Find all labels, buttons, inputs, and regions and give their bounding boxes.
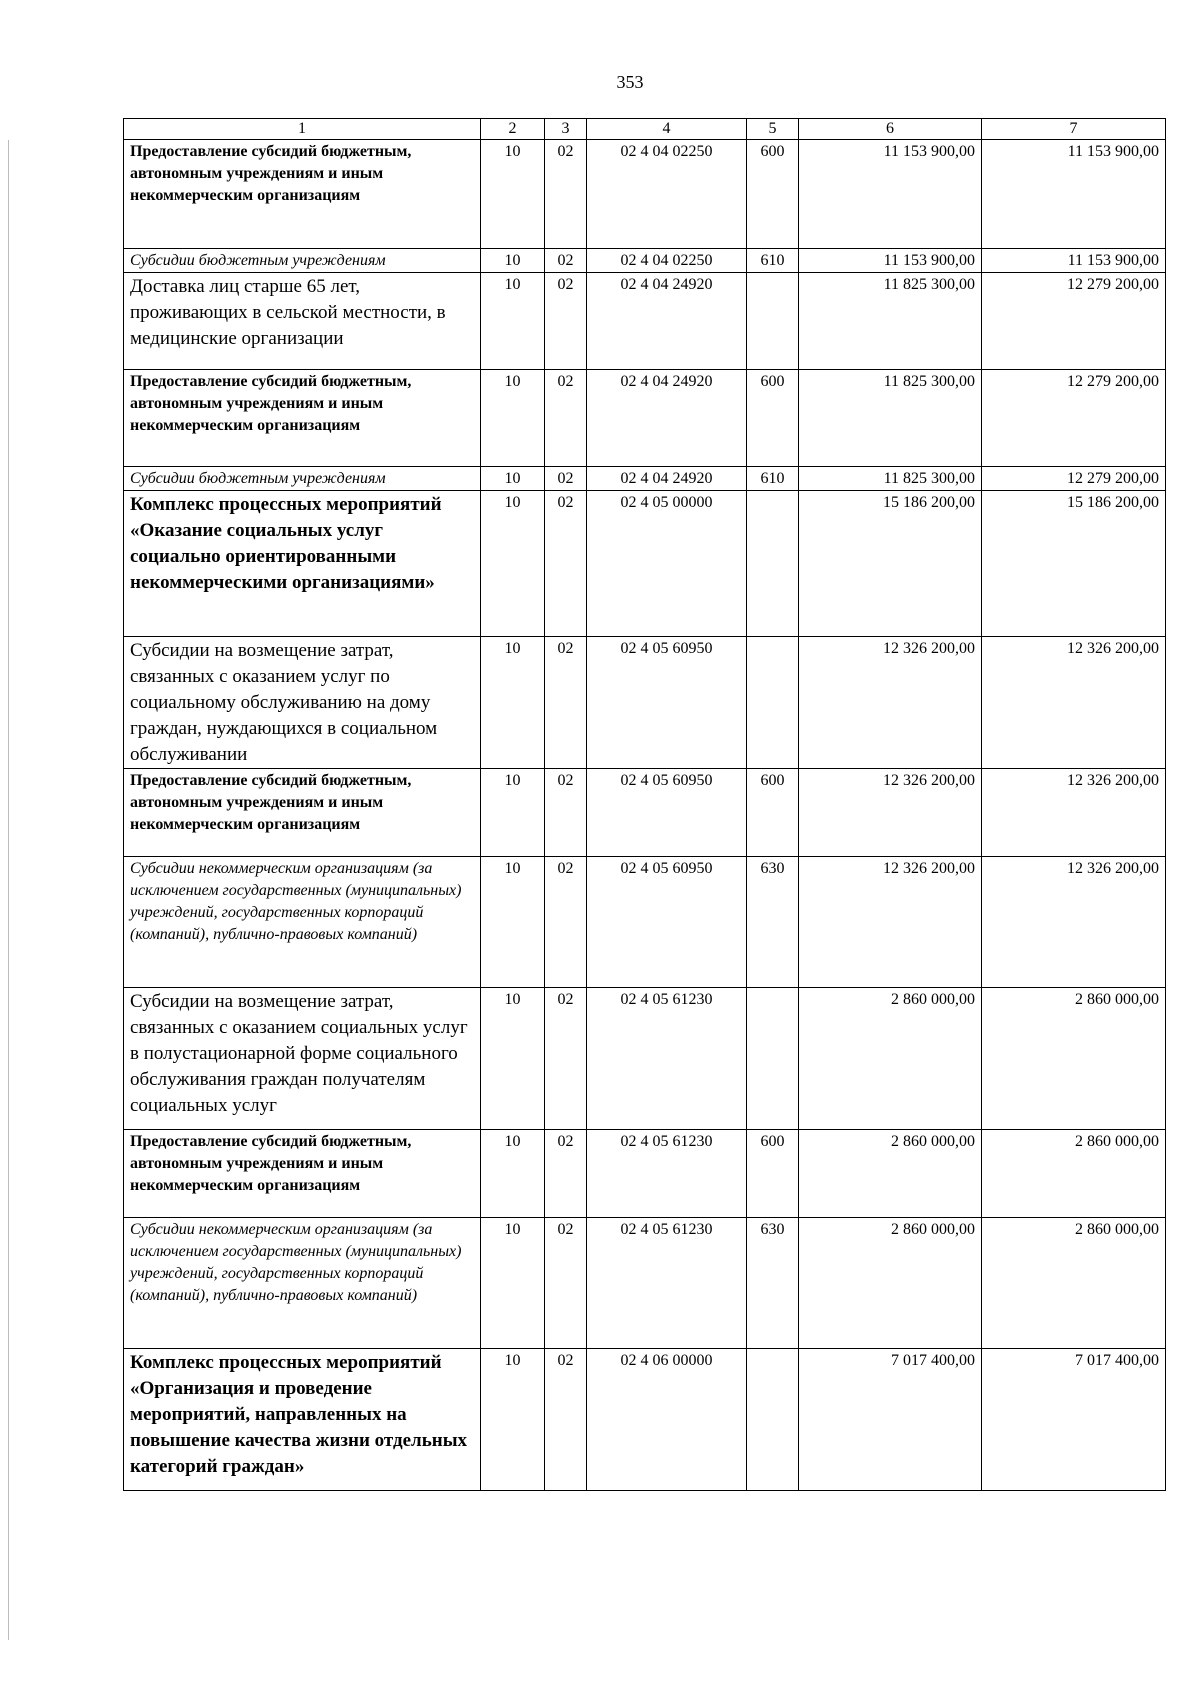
amount-year1-cell: 12 326 200,00 — [799, 857, 982, 988]
row-name-text: Субсидии бюджетным учреждениям — [130, 470, 386, 487]
subsection-code-cell: 02 — [545, 769, 587, 857]
expense-type-code-cell: 610 — [747, 249, 799, 273]
subsection-code-cell: 02 — [545, 370, 587, 467]
row-name-cell — [124, 637, 481, 769]
expense-type-code-cell: 600 — [747, 1130, 799, 1218]
expense-type-code-cell — [747, 491, 799, 637]
amount-year2-cell: 11 153 900,00 — [982, 249, 1166, 273]
section-code-cell: 10 — [481, 140, 545, 249]
amount-year1-cell: 11 825 300,00 — [799, 467, 982, 491]
amount-year2-cell: 2 860 000,00 — [982, 1218, 1166, 1349]
header-cell: 7 — [982, 119, 1166, 140]
target-item-code-cell: 02 4 04 24920 — [587, 467, 747, 491]
row-name-text: Предоставление субсидий бюджетным, автономным учреждениям и иным некоммерческим организациям — [130, 143, 412, 204]
amount-year2-cell: 12 326 200,00 — [982, 637, 1166, 769]
target-item-code-cell: 02 4 05 60950 — [587, 857, 747, 988]
target-item-code-cell: 02 4 06 00000 — [587, 1349, 747, 1491]
row-name-text: Субсидии некоммерческим организациям (за исключением государственных (муниципальных) учреждений, государственных корпораций (компаний), публично-правовых компаний) — [130, 1221, 462, 1304]
table-row — [124, 273, 1166, 370]
amount-year2-cell: 12 326 200,00 — [982, 857, 1166, 988]
subsection-code-cell: 02 — [545, 1218, 587, 1349]
amount-year2-cell: 2 860 000,00 — [982, 1130, 1166, 1218]
amount-year2-cell: 12 326 200,00 — [982, 769, 1166, 857]
section-code-cell: 10 — [481, 1130, 545, 1218]
row-name-text: Субсидии на возмещение затрат, связанных с оказанием услуг по социальному обслуживанию на дому граждан, нуждающихся в социальном обслуживании — [130, 640, 438, 765]
target-item-code-cell: 02 4 04 24920 — [587, 273, 747, 370]
table-row — [124, 491, 1166, 637]
section-code-cell: 10 — [481, 249, 545, 273]
section-code-cell: 10 — [481, 637, 545, 769]
row-name-text: Комплекс процессных мероприятий «Оказание социальных услуг социально ориентированными некоммерческими организациями» — [130, 494, 442, 593]
target-item-code-cell: 02 4 04 24920 — [587, 370, 747, 467]
table-row — [124, 769, 1166, 857]
target-item-code-cell: 02 4 05 61230 — [587, 1218, 747, 1349]
row-name-text: Субсидии некоммерческим организациям (за исключением государственных (муниципальных) учреждений, государственных корпораций (компаний), публично-правовых компаний) — [130, 860, 462, 943]
row-name-cell — [124, 273, 481, 370]
row-name-text: Комплекс процессных мероприятий «Организация и проведение мероприятий, направленных на повышение качества жизни отдельных категорий граждан» — [130, 1352, 468, 1477]
table-row — [124, 370, 1166, 467]
section-code-cell: 10 — [481, 467, 545, 491]
row-name-text: Предоставление субсидий бюджетным, автономным учреждениям и иным некоммерческим организациям — [130, 772, 412, 833]
row-name-cell — [124, 467, 481, 491]
target-item-code-cell: 02 4 05 60950 — [587, 769, 747, 857]
row-name-cell — [124, 370, 481, 467]
amount-year2-cell: 12 279 200,00 — [982, 273, 1166, 370]
row-name-cell — [124, 988, 481, 1130]
expense-type-code-cell: 600 — [747, 370, 799, 467]
table-row — [124, 1130, 1166, 1218]
expense-type-code-cell — [747, 988, 799, 1130]
scan-edge-line — [8, 140, 9, 1640]
header-cell: 5 — [747, 119, 799, 140]
section-code-cell: 10 — [481, 273, 545, 370]
target-item-code-cell: 02 4 05 61230 — [587, 988, 747, 1130]
amount-year1-cell: 2 860 000,00 — [799, 1130, 982, 1218]
section-code-cell: 10 — [481, 1349, 545, 1491]
header-cell: 6 — [799, 119, 982, 140]
table-row — [124, 988, 1166, 1130]
row-name-text: Доставка лиц старше 65 лет, проживающих в сельской местности, в медицинские организации — [130, 276, 446, 349]
target-item-code-cell: 02 4 05 60950 — [587, 637, 747, 769]
row-name-cell — [124, 1130, 481, 1218]
amount-year1-cell: 11 825 300,00 — [799, 370, 982, 467]
subsection-code-cell: 02 — [545, 857, 587, 988]
table-row — [124, 249, 1166, 273]
header-cell: 1 — [124, 119, 481, 140]
expense-type-code-cell — [747, 1349, 799, 1491]
amount-year2-cell: 11 153 900,00 — [982, 140, 1166, 249]
row-name-text: Субсидии на возмещение затрат, связанных с оказанием социальных услуг в полустационарной форме социального обслуживания граждан получателям социальных услуг — [130, 991, 468, 1116]
row-name-cell — [124, 140, 481, 249]
amount-year1-cell: 2 860 000,00 — [799, 1218, 982, 1349]
amount-year1-cell: 11 153 900,00 — [799, 140, 982, 249]
amount-year1-cell: 7 017 400,00 — [799, 1349, 982, 1491]
subsection-code-cell: 02 — [545, 273, 587, 370]
amount-year1-cell: 15 186 200,00 — [799, 491, 982, 637]
amount-year2-cell: 15 186 200,00 — [982, 491, 1166, 637]
row-name-cell — [124, 249, 481, 273]
row-name-cell — [124, 1349, 481, 1491]
table-header-row — [124, 119, 1166, 140]
amount-year1-cell: 12 326 200,00 — [799, 769, 982, 857]
table-row — [124, 637, 1166, 769]
expense-type-code-cell: 630 — [747, 1218, 799, 1349]
expense-type-code-cell: 610 — [747, 467, 799, 491]
target-item-code-cell: 02 4 04 02250 — [587, 249, 747, 273]
expense-type-code-cell: 600 — [747, 769, 799, 857]
table-body — [124, 140, 1166, 1491]
subsection-code-cell: 02 — [545, 140, 587, 249]
row-name-text: Субсидии бюджетным учреждениям — [130, 252, 386, 269]
section-code-cell: 10 — [481, 491, 545, 637]
subsection-code-cell: 02 — [545, 1349, 587, 1491]
row-name-cell — [124, 769, 481, 857]
header-cell: 4 — [587, 119, 747, 140]
subsection-code-cell: 02 — [545, 249, 587, 273]
amount-year1-cell: 11 825 300,00 — [799, 273, 982, 370]
amount-year2-cell: 2 860 000,00 — [982, 988, 1166, 1130]
subsection-code-cell: 02 — [545, 467, 587, 491]
row-name-cell — [124, 1218, 481, 1349]
table-row — [124, 857, 1166, 988]
amount-year1-cell: 12 326 200,00 — [799, 637, 982, 769]
table-row — [124, 140, 1166, 249]
section-code-cell: 10 — [481, 988, 545, 1130]
table-row — [124, 1349, 1166, 1491]
budget-table — [123, 118, 1166, 1491]
amount-year1-cell: 11 153 900,00 — [799, 249, 982, 273]
amount-year2-cell: 12 279 200,00 — [982, 370, 1166, 467]
target-item-code-cell: 02 4 05 00000 — [587, 491, 747, 637]
row-name-cell — [124, 491, 481, 637]
amount-year2-cell: 7 017 400,00 — [982, 1349, 1166, 1491]
row-name-text: Предоставление субсидий бюджетным, автономным учреждениям и иным некоммерческим организациям — [130, 1133, 412, 1194]
header-cell: 3 — [545, 119, 587, 140]
amount-year1-cell: 2 860 000,00 — [799, 988, 982, 1130]
expense-type-code-cell: 600 — [747, 140, 799, 249]
subsection-code-cell: 02 — [545, 491, 587, 637]
expense-type-code-cell: 630 — [747, 857, 799, 988]
subsection-code-cell: 02 — [545, 988, 587, 1130]
section-code-cell: 10 — [481, 857, 545, 988]
section-code-cell: 10 — [481, 370, 545, 467]
header-cell: 2 — [481, 119, 545, 140]
page-number: 353 — [616, 72, 644, 92]
expense-type-code-cell — [747, 273, 799, 370]
table-row — [124, 1218, 1166, 1349]
amount-year2-cell: 12 279 200,00 — [982, 467, 1166, 491]
row-name-cell — [124, 857, 481, 988]
target-item-code-cell: 02 4 04 02250 — [587, 140, 747, 249]
section-code-cell: 10 — [481, 769, 545, 857]
subsection-code-cell: 02 — [545, 637, 587, 769]
subsection-code-cell: 02 — [545, 1130, 587, 1218]
section-code-cell: 10 — [481, 1218, 545, 1349]
table-row — [124, 467, 1166, 491]
target-item-code-cell: 02 4 05 61230 — [587, 1130, 747, 1218]
expense-type-code-cell — [747, 637, 799, 769]
row-name-text: Предоставление субсидий бюджетным, автономным учреждениям и иным некоммерческим организациям — [130, 373, 412, 434]
